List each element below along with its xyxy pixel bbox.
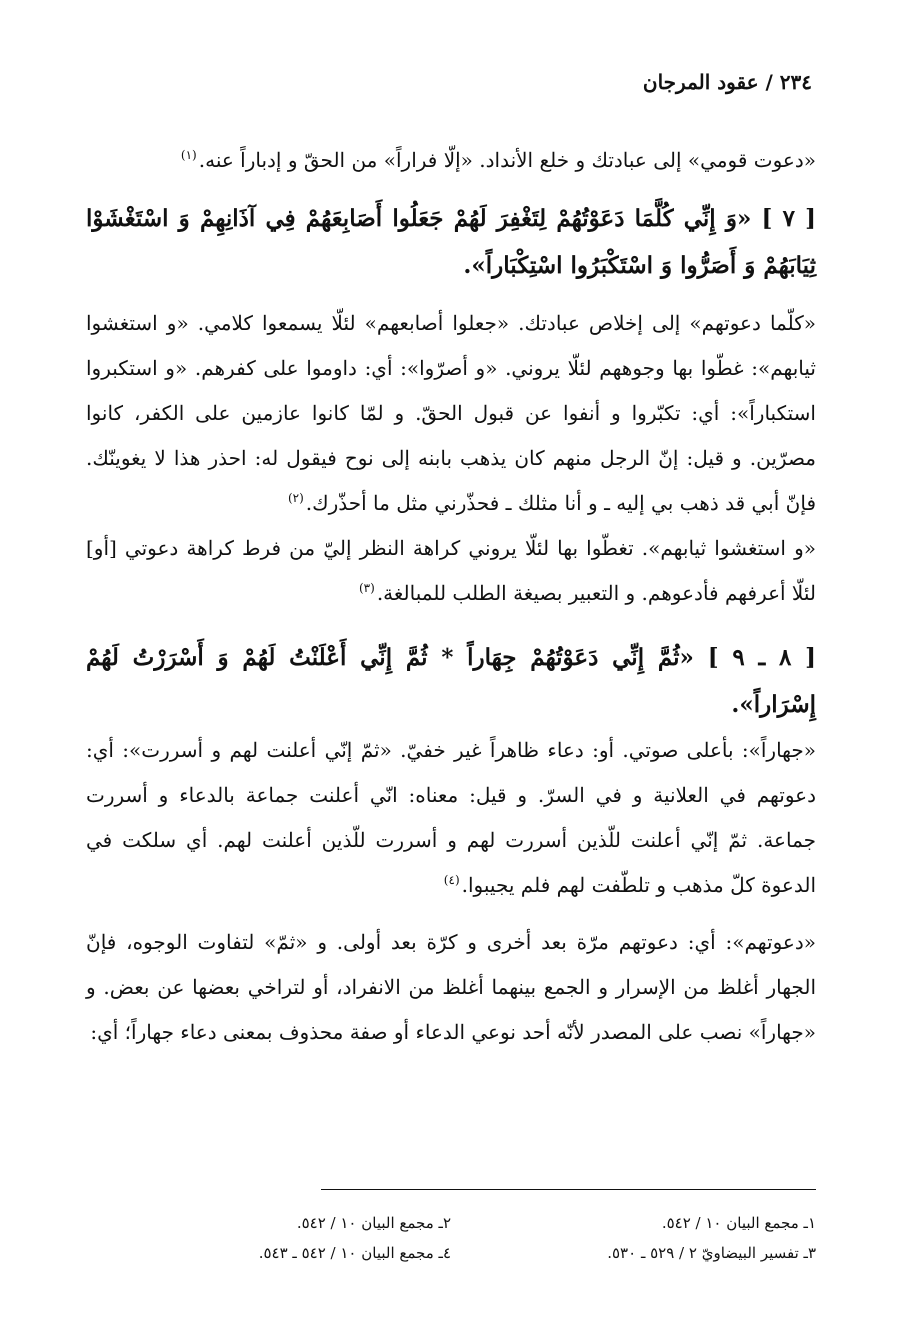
paragraph-3-text: «و استغشوا ثيابهم». تغطّوا بها لئلّا يروني كراهة النظر إليّ من فرط كراهة دعوتي [أو] لئلّا أعرفهم فأدعوهم. و التعبير بصيغة الطلب للمبالغة.: [86, 536, 816, 605]
footnote-2: ٢ـ مجمع البيان ١٠ / ٥٤٢.: [296, 1214, 451, 1232]
paragraph-2-text: «كلّما دعوتهم» إلى إخلاص عبادتك. «جعلوا أصابعهم» لئلّا يسمعوا كلامي. «و استغشوا ثيابهم»: غطّوا بها وجوههم لئلّا يروني. «و أصرّوا»: أي: داوموا على كفرهم. «و استكبروا استكباراً»: أي: تكبّروا و أنفوا عن قبول الحقّ. و لمّا كانوا عازمين على الكفر، كانوا مصرّين. و قيل: إنّ الرجل منهم كان يذهب بابنه إلى نوح فيقول له: احذر هذا لا يغوينّك. فإنّ أبي قد ذهب بي إليه ـ و أنا مثلك ـ فحذّرني مثل ما أحذّرك.: [86, 311, 816, 515]
paragraph-1: [86, 138, 816, 183]
spacer: [86, 183, 816, 195]
verse-7: [ ٧ ] «وَ إِنِّي كُلَّمَا دَعَوْتُهُمْ لِتَغْفِرَ لَهُمْ جَعَلُوا أَصَابِعَهُمْ فِي آذَانِهِمْ وَ اسْتَغْشَوْا ثِيَابَهُمْ وَ أَصَرُّوا وَ اسْتَكْبَرُوا اسْتِكْبَاراً».: [86, 205, 817, 279]
paragraph-1-text: «دعوت قومي» إلى عبادتك و خلع الأنداد. «إلّا فراراً» من الحقّ و إدباراً عنه.: [198, 148, 816, 172]
spacer: [86, 908, 816, 920]
footnote-ref-4: (٤): [443, 873, 460, 888]
footnote-separator: [321, 1189, 816, 1190]
paragraph-2: [86, 301, 816, 526]
running-header: ٢٣٤ / عقود المرجان: [642, 70, 812, 94]
footnote-ref-3: (٣): [358, 581, 375, 596]
footnote-3: ٣ـ تفسير البيضاويّ ٢ / ٥٢٩ ـ ٥٣٠.: [607, 1244, 816, 1262]
spacer: [86, 289, 816, 301]
footnote-ref-1: (١): [180, 148, 197, 163]
paragraph-4-text: «جهاراً»: بأعلى صوتي. أو: دعاء ظاهراً غير خفيّ. «ثمّ إنّي أعلنت لهم و أسررت»: أي: دعوتهم في العلانية و في السرّ. و قيل: معناه: انّي أعلنت جماعة بالدعاء و أسررت جماعة. ثمّ إنّي أعلنت للّذين أسررت لهم و أسررت للّذين أعلنت لهم. أي سلكت في الدعوة كلّ مذهب و تلطّفت لهم فلم يجيبوا.: [86, 738, 816, 897]
paragraph-4: [86, 728, 816, 908]
footnotes: [86, 1213, 816, 1263]
paragraph-5: «دعوتهم»: أي: دعوتهم مرّة بعد أخرى و كرّة بعد أولى. و «ثمّ» لتفاوت الوجوه، فإنّ الجهار أغلظ من الإسرار و الجمع بينهما أغلظ من الانفراد، أو لتراخي بعضها عن بعض. و «جهاراً» نصب على المصدر لأنّه أحد نوعي الدعاء أو صفة محذوف بمعنى دعاء جهاراً؛ أي:: [86, 930, 816, 1044]
verse-8-9: [ ٨ ـ ٩ ] «ثُمَّ إِنِّي دَعَوْتُهُمْ جِهَاراً * ثُمَّ إِنِّي أَعْلَنْتُ لَهُمْ وَ أَسْرَرْتُ لَهُمْ إِسْرَاراً».: [86, 644, 817, 718]
paragraph-3: [86, 526, 816, 616]
footnote-1: ١ـ مجمع البيان ١٠ / ٥٤٢.: [661, 1214, 816, 1232]
spacer: [86, 616, 816, 634]
footnote-4: ٤ـ مجمع البيان ١٠ / ٥٤٢ ـ ٥٤٣.: [258, 1244, 451, 1262]
main-text: [86, 138, 816, 1055]
footnote-ref-2: (٢): [287, 491, 304, 506]
